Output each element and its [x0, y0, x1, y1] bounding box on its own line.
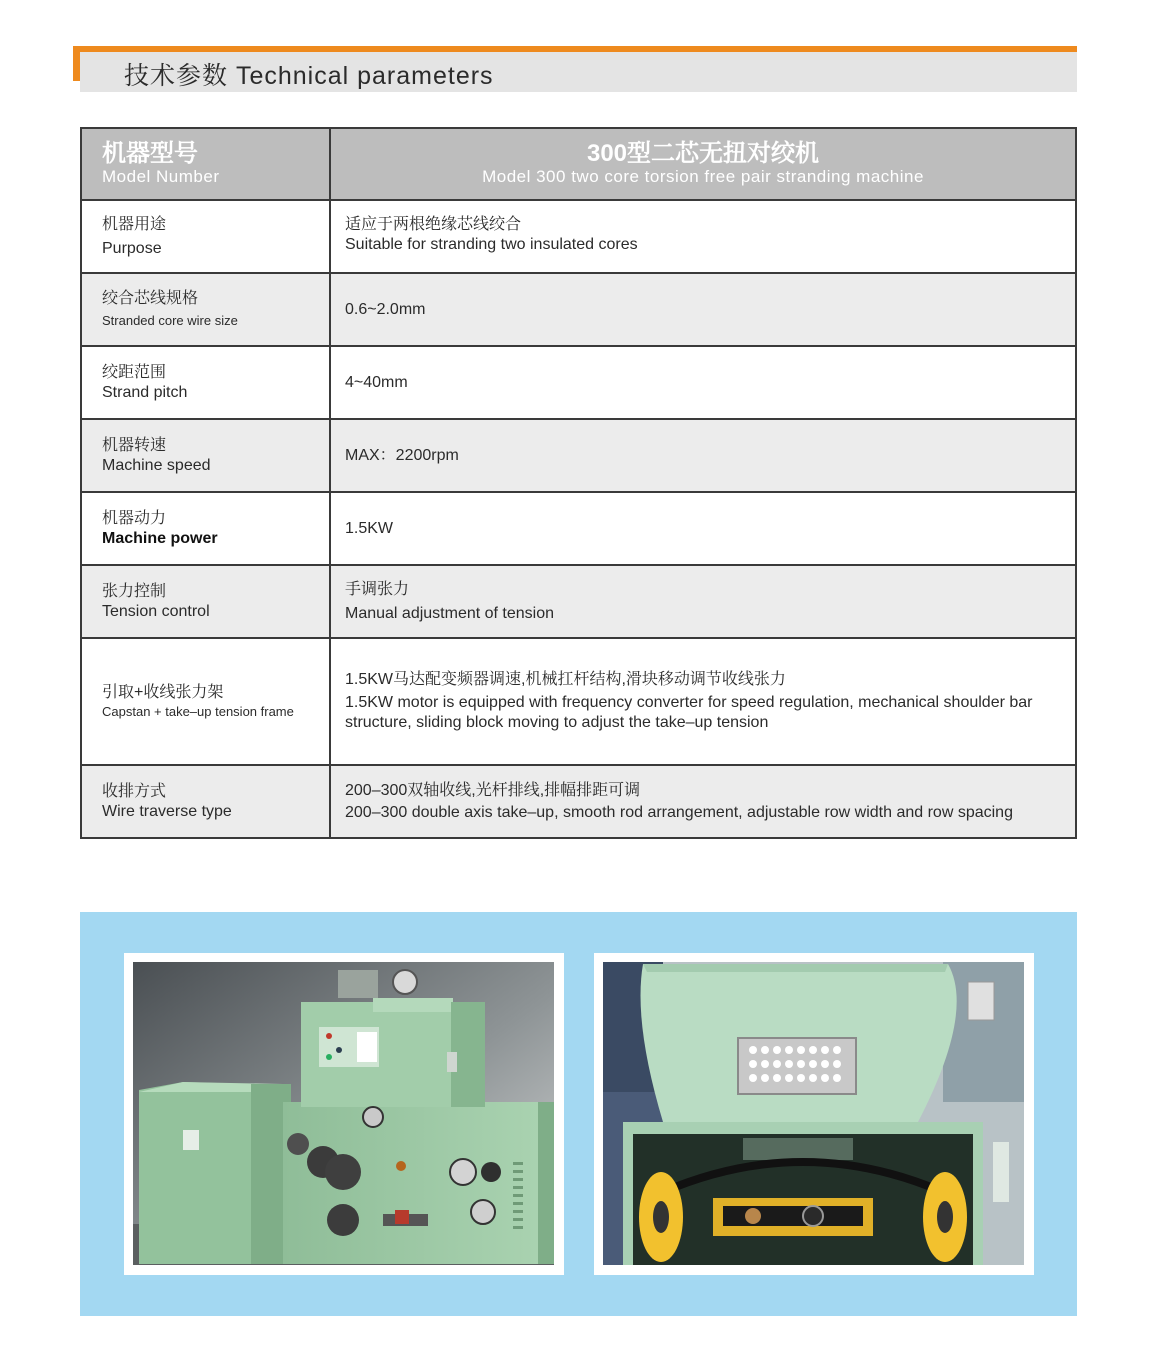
row-label-en: Purpose — [102, 239, 162, 257]
row-label-zh: 绞合芯线规格 — [102, 290, 199, 307]
row-value: 4~40mm — [345, 373, 408, 391]
table-row — [81, 200, 1076, 273]
row-label-zh: 绞距范围 — [102, 363, 167, 381]
row-label-cell — [81, 638, 330, 765]
table-row — [81, 492, 1076, 565]
row-label-zh: 机器转速 — [102, 436, 167, 454]
row-label-zh: 机器动力 — [102, 509, 167, 527]
machine-side-photo — [133, 962, 554, 1265]
row-label-en: Capstan + take–up tension frame — [102, 703, 294, 719]
row-label-zh: 机器用途 — [102, 215, 167, 233]
row-label-en: Machine power — [102, 529, 218, 547]
row-label-en: Strand pitch — [102, 383, 188, 401]
row-value: MAX：2200rpm — [345, 446, 459, 464]
model-label-cell — [81, 128, 330, 200]
row-label-en: Tension control — [102, 602, 210, 620]
row-value-en: 1.5KW motor is equipped with frequency converter for speed regulation, mechanical shoulder bar structure, sliding block moving to adjust the take–up tension — [345, 694, 1033, 731]
table-row — [81, 765, 1076, 838]
row-value-zh: 适应于两根绝缘芯线绞合 — [345, 216, 522, 233]
row-label-cell — [81, 419, 330, 492]
row-value-zh: 手调张力 — [345, 580, 410, 598]
row-value-cell — [330, 346, 1076, 419]
row-label-en: Wire traverse type — [102, 802, 232, 820]
machine-open-photo — [603, 962, 1024, 1265]
table-row — [81, 419, 1076, 492]
row-label-cell — [81, 200, 330, 273]
model-value-en: Model 300 two core torsion free pair stranding machine — [482, 167, 924, 186]
row-label-cell — [81, 565, 330, 638]
row-label-zh: 收排方式 — [102, 782, 167, 800]
row-value-cell — [330, 492, 1076, 565]
model-label-en: Model Number — [102, 167, 220, 186]
row-label-cell — [81, 492, 330, 565]
row-label-zh: 张力控制 — [102, 582, 167, 600]
row-value-zh: 1.5KW马达配变频器调速,机械扛杆结构,滑块移动调节收线张力 — [345, 671, 786, 688]
model-value-cell — [330, 128, 1076, 200]
table-row — [81, 565, 1076, 638]
row-value-cell — [330, 273, 1076, 346]
row-label-en: Machine speed — [102, 456, 211, 474]
machine-photo-frame-right — [594, 953, 1034, 1275]
row-label-cell — [81, 765, 330, 838]
spec-table — [80, 127, 1077, 839]
row-label-zh: 引取+收线张力架 — [102, 683, 224, 701]
row-value-cell — [330, 200, 1076, 273]
row-value-cell — [330, 419, 1076, 492]
row-value-en: Suitable for stranding two insulated cores — [345, 236, 638, 253]
row-label-cell — [81, 346, 330, 419]
row-value-zh: 200–300双轴收线,光杆排线,排幅排距可调 — [345, 781, 641, 799]
model-value-zh: 300型二芯无扭对绞机 — [586, 140, 820, 167]
table-row — [81, 273, 1076, 346]
row-value-cell — [330, 765, 1076, 838]
section-title: 技术参数 Technical parameters — [124, 62, 494, 90]
row-value-en: 200–300 double axis take–up, smooth rod arrangement, adjustable row width and row spacing — [345, 803, 1013, 821]
model-label-zh: 机器型号 — [102, 140, 198, 167]
row-label-cell — [81, 273, 330, 346]
table-header-row — [81, 128, 1076, 200]
row-value-cell — [330, 638, 1076, 765]
photo-panel — [80, 912, 1077, 1316]
row-value: 0.6~2.0mm — [345, 300, 426, 318]
row-value-en: Manual adjustment of tension — [345, 604, 555, 622]
row-value-cell — [330, 565, 1076, 638]
machine-photo-frame-left — [124, 953, 564, 1275]
row-label-en: Stranded core wire size — [102, 313, 238, 328]
table-row — [81, 638, 1076, 765]
header-accent-tab — [73, 46, 80, 81]
table-row — [81, 346, 1076, 419]
row-value: 1.5KW — [345, 519, 394, 537]
